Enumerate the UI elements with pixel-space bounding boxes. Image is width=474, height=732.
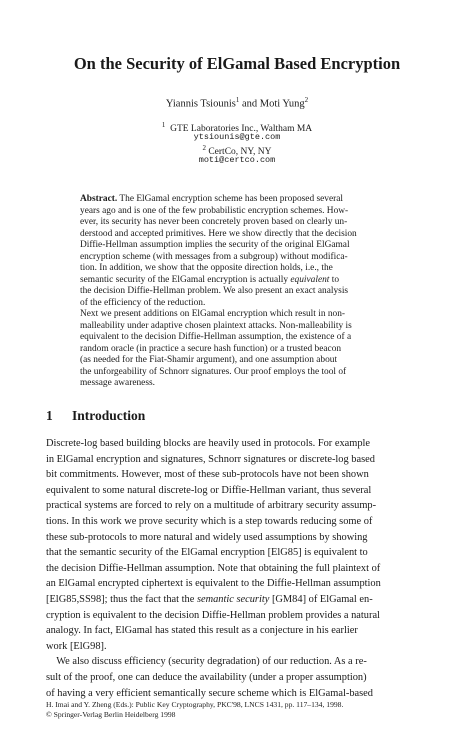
abstract-line: encryption scheme (with messages from a subgroup) without modifica- <box>80 251 348 262</box>
abstract-line <box>80 194 398 206</box>
abstract-line: Next we present additions on ElGamal encryption which result in non- <box>80 309 346 319</box>
affiliation-text: CertCo, NY, NY <box>208 147 272 158</box>
affiliation-line <box>0 120 474 135</box>
body-line: practical systems are forced to rely on a multitude of arbitrary security assump- <box>46 500 377 512</box>
abstract <box>80 194 398 390</box>
body-line: analogy. In fact, ElGamal has stated this result as a conjecture in his earlier <box>46 625 358 637</box>
body-line: the decision Diffie-Hellman assumption. Note that obtaining the full plaintext of <box>46 562 381 574</box>
author-name: Yiannis Tsiounis <box>165 98 236 110</box>
abstract-line: ever, its security has never been concretely proven based on clearly un- <box>80 217 348 227</box>
section-heading <box>46 408 145 424</box>
abstract-text: semantic security of the ElGamal encryption is actually <box>80 274 291 285</box>
section-title: Introduction <box>72 408 146 423</box>
body-line <box>46 592 430 608</box>
affiliation-email: moti@certco.com <box>198 154 276 165</box>
abstract-line: the decision Diffie-Hellman problem. We also present an exact analysis <box>80 286 349 296</box>
affiliation-text: GTE Laboratories Inc., Waltham MA <box>170 124 313 135</box>
abstract-text: to <box>329 274 340 285</box>
abstract-line <box>80 275 398 287</box>
abstract-line: malleability under adaptive chosen plaintext attacks. Non-malleability is <box>80 320 352 331</box>
body-line: equivalent to some natural discrete-log or Diffie-Hellman variant, thus several <box>46 484 372 496</box>
abstract-label: Abstract. <box>80 194 118 204</box>
affiliation-email: ytsiounis@gte.com <box>193 131 281 142</box>
affiliation-marker: 1 <box>161 121 166 129</box>
body-line: work [ElG98]. <box>46 640 107 652</box>
author-line <box>0 96 474 110</box>
affiliation-marker: 2 <box>202 144 206 152</box>
body-text-span: [GM84] of ElGamal en- <box>269 593 373 605</box>
affiliation-line <box>0 143 474 158</box>
body-text <box>46 436 430 701</box>
body-line: cryption is equivalent to the decision Diffie-Hellman problem provides a natural <box>46 609 380 621</box>
emphasis-equivalent: equivalent <box>290 274 330 285</box>
abstract-line: random oracle (in practice a secure hash function) or a trusted beacon <box>80 343 342 354</box>
author-name: Moti Yung <box>259 98 305 110</box>
abstract-text: The ElGamal encryption scheme has been proposed several <box>117 194 344 204</box>
body-line: an ElGamal encrypted ciphertext is equivalent to the Diffie-Hellman assumption <box>46 578 381 590</box>
body-line: that the semantic security of the ElGamal encryption [ElG85] is equivalent to <box>46 547 368 559</box>
abstract-line: message awareness. <box>80 378 155 388</box>
body-line: these sub-protocols to more natural and widely used assumptions by showing <box>46 531 368 543</box>
emphasis-semantic-security: semantic security <box>196 593 270 605</box>
paper-title: On the Security of ElGamal Based Encryption <box>73 54 401 73</box>
body-line: We also discuss efficiency (security degradation) of our reduction. As a re- <box>46 656 367 668</box>
copyright-line: © Springer-Verlag Berlin Heidelberg 1998 <box>46 710 176 719</box>
body-line: sult of the proof, one can deduce the availability (under a proper assumption) <box>46 671 367 683</box>
abstract-line: derstood and accepted primitives. Here we show directly that the decision <box>80 228 357 239</box>
abstract-line: of the efficiency of the reduction. <box>80 297 206 308</box>
affiliation-marker: 1 <box>235 96 240 104</box>
body-line: Discrete-log based building blocks are heavily used in protocols. For example <box>46 438 371 449</box>
affiliations <box>0 120 474 166</box>
abstract-line: tion. In addition, we show that the opposite direction holds, i.e., the <box>80 263 333 273</box>
abstract-line: Diffie-Hellman assumption implies the security of the original ElGamal <box>80 240 350 250</box>
body-line: of having a very efficient semantically secure scheme which is ElGamal-based <box>46 687 373 699</box>
abstract-line: equivalent to the decision Diffie-Hellman assumption, the existence of a <box>80 332 352 342</box>
body-line: in ElGamal encryption and signatures, Schnorr signatures or discrete-log based <box>46 453 375 465</box>
abstract-line: (as needed for the Fiat-Shamir argument), and one assumption about <box>80 355 338 365</box>
body-line: tions. In this work we prove security which is a step towards reducing some of <box>46 515 373 527</box>
abstract-line: the unforgeability of Schnorr signatures. Our proof employs the tool of <box>80 366 347 377</box>
section-number: 1 <box>46 408 53 423</box>
body-text-span: [ElG85,SS98]; thus the fact that the <box>46 593 197 605</box>
citation-line: H. Imai and Y. Zheng (Eds.): Public Key Cryptography, PKC'98, LNCS 1431, pp. 117–134, 1998. <box>46 700 344 709</box>
publication-footer <box>46 700 430 720</box>
body-line: bit commitments. However, most of these sub-protocols have not been shown <box>46 469 369 481</box>
affiliation-marker: 2 <box>304 96 309 104</box>
abstract-line: years ago and is one of the few probabilistic encryption schemes. How- <box>80 205 349 216</box>
author-conjunction: and <box>239 98 260 110</box>
